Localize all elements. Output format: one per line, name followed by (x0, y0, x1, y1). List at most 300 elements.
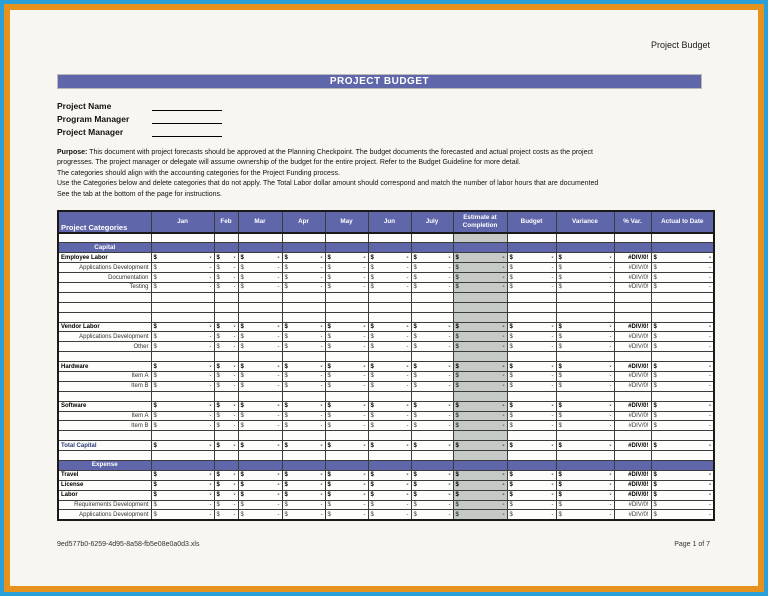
budget-cell (507, 421, 556, 431)
header-actual-to-date: Actual to Date (651, 211, 714, 233)
purpose-line: The categories should align with the accounting categories for the Project Funding process. (57, 169, 340, 177)
table-row (58, 322, 714, 332)
currency-symbol: $ (327, 333, 331, 340)
budget-cell (507, 451, 556, 461)
apr-cell (282, 302, 325, 312)
variance-cell (556, 282, 614, 292)
july-cell (411, 233, 453, 243)
table-row (58, 460, 714, 470)
zero-dash: - (363, 422, 366, 429)
currency-symbol: $ (413, 383, 417, 390)
zero-dash: - (233, 403, 236, 410)
currency-symbol: $ (327, 264, 331, 271)
zero-dash: - (320, 274, 323, 281)
zero-dash: - (448, 333, 451, 340)
zero-dash: - (551, 343, 554, 350)
currency-symbol: $ (370, 482, 374, 489)
zero-dash: - (277, 343, 280, 350)
category-cell: Vendor Labor (58, 322, 151, 332)
may-cell (325, 441, 368, 451)
currency-symbol: $ (370, 403, 374, 410)
zero-dash: - (551, 284, 554, 291)
header-mar: Mar (238, 211, 282, 233)
eac-cell (453, 381, 507, 391)
zero-dash: - (406, 511, 409, 518)
budget-table (57, 210, 715, 521)
variance-cell (556, 500, 614, 510)
currency-symbol: $ (509, 373, 513, 380)
currency-symbol: $ (153, 472, 157, 479)
feb-cell (214, 243, 238, 253)
may-cell (325, 460, 368, 470)
category-cell: Hardware (58, 362, 151, 372)
currency-symbol: $ (370, 422, 374, 429)
zero-dash: - (609, 403, 612, 410)
zero-dash: - (551, 472, 554, 479)
currency-symbol: $ (509, 403, 513, 410)
zero-dash: - (448, 511, 451, 518)
currency-symbol: $ (653, 482, 657, 489)
currency-symbol: $ (653, 472, 657, 479)
zero-dash: - (551, 501, 554, 508)
jun-cell (368, 282, 411, 292)
category-cell: Other (58, 342, 151, 352)
table-row (58, 490, 714, 500)
currency-symbol: $ (558, 403, 562, 410)
category-cell (58, 451, 151, 461)
zero-dash: - (448, 403, 451, 410)
zero-dash: - (320, 373, 323, 380)
currency-symbol: $ (558, 383, 562, 390)
july-cell (411, 490, 453, 500)
currency-symbol: $ (509, 363, 513, 370)
currency-symbol: $ (413, 472, 417, 479)
zero-dash: - (551, 333, 554, 340)
mar-cell (238, 302, 282, 312)
zero-dash: - (233, 412, 236, 419)
mar-cell (238, 273, 282, 283)
jun-cell (368, 273, 411, 283)
zero-dash: - (448, 254, 451, 261)
zero-dash: - (502, 343, 505, 350)
zero-dash: - (609, 383, 612, 390)
category-cell: Expense (58, 460, 151, 470)
currency-symbol: $ (558, 472, 562, 479)
zero-dash: - (502, 254, 505, 261)
jan-cell (151, 322, 214, 332)
zero-dash: - (502, 363, 505, 370)
zero-dash: - (502, 422, 505, 429)
zero-dash: - (320, 472, 323, 479)
jan-cell (151, 451, 214, 461)
eac-cell (453, 322, 507, 332)
currency-symbol: $ (455, 422, 459, 429)
category-cell: Applications Development (58, 263, 151, 273)
mar-cell (238, 352, 282, 362)
actual-cell (651, 480, 714, 490)
actual-cell (651, 322, 714, 332)
currency-symbol: $ (413, 333, 417, 340)
pvar-cell: #DIV/0! (614, 362, 651, 372)
currency-symbol: $ (653, 323, 657, 330)
currency-symbol: $ (153, 323, 157, 330)
budget-cell (507, 233, 556, 243)
purpose-label: Purpose: (57, 149, 88, 156)
feb-cell (214, 352, 238, 362)
may-cell (325, 401, 368, 411)
category-cell: Employee Labor (58, 253, 151, 263)
currency-symbol: $ (509, 333, 513, 340)
variance-cell (556, 312, 614, 322)
zero-dash: - (209, 363, 212, 370)
apr-cell (282, 371, 325, 381)
variance-cell (556, 362, 614, 372)
apr-cell (282, 500, 325, 510)
zero-dash: - (448, 472, 451, 479)
pvar-cell: #DIV/0! (614, 411, 651, 421)
eac-cell (453, 451, 507, 461)
mar-cell (238, 451, 282, 461)
currency-symbol: $ (216, 343, 220, 350)
currency-symbol: $ (327, 501, 331, 508)
zero-dash: - (320, 492, 323, 499)
july-cell (411, 312, 453, 322)
feb-cell (214, 282, 238, 292)
jan-cell (151, 490, 214, 500)
mar-cell (238, 431, 282, 441)
variance-cell (556, 510, 614, 520)
mar-cell (238, 480, 282, 490)
jan-cell (151, 470, 214, 480)
zero-dash: - (320, 511, 323, 518)
eac-cell (453, 273, 507, 283)
category-cell (58, 391, 151, 401)
currency-symbol: $ (558, 422, 562, 429)
jun-cell (368, 263, 411, 273)
zero-dash: - (320, 254, 323, 261)
currency-symbol: $ (284, 442, 288, 449)
eac-cell (453, 490, 507, 500)
currency-symbol: $ (240, 264, 244, 271)
zero-dash: - (448, 422, 451, 429)
eac-cell (453, 401, 507, 411)
zero-dash: - (363, 284, 366, 291)
zero-dash: - (448, 274, 451, 281)
currency-symbol: $ (653, 254, 657, 261)
currency-symbol: $ (558, 284, 562, 291)
form-row-project-manager (57, 124, 222, 137)
currency-symbol: $ (327, 482, 331, 489)
table-row (58, 451, 714, 461)
zero-dash: - (320, 412, 323, 419)
currency-symbol: $ (284, 254, 288, 261)
zero-dash: - (709, 254, 711, 261)
zero-dash: - (551, 323, 554, 330)
zero-dash: - (209, 343, 212, 350)
may-cell (325, 480, 368, 490)
zero-dash: - (502, 482, 505, 489)
may-cell (325, 302, 368, 312)
zero-dash: - (320, 323, 323, 330)
jun-cell (368, 500, 411, 510)
header-feb: Feb (214, 211, 238, 233)
table-row (58, 302, 714, 312)
currency-symbol: $ (240, 442, 244, 449)
category-cell: Applications Development (58, 510, 151, 520)
currency-symbol: $ (653, 284, 657, 291)
jun-cell (368, 243, 411, 253)
zero-dash: - (233, 323, 236, 330)
pvar-cell (614, 352, 651, 362)
header-estimate-at-completion: Estimate at Completion (453, 211, 507, 233)
may-cell (325, 411, 368, 421)
apr-cell (282, 292, 325, 302)
may-cell (325, 421, 368, 431)
may-cell (325, 362, 368, 372)
apr-cell (282, 332, 325, 342)
variance-cell (556, 441, 614, 451)
mar-cell (238, 292, 282, 302)
variance-cell (556, 322, 614, 332)
currency-symbol: $ (558, 412, 562, 419)
pvar-cell (614, 391, 651, 401)
may-cell (325, 233, 368, 243)
zero-dash: - (406, 264, 409, 271)
zero-dash: - (363, 323, 366, 330)
project-name-label: Project Name (57, 101, 112, 111)
currency-symbol: $ (558, 323, 562, 330)
currency-symbol: $ (413, 492, 417, 499)
variance-cell (556, 401, 614, 411)
currency-symbol: $ (284, 274, 288, 281)
category-cell: Applications Development (58, 332, 151, 342)
apr-cell (282, 470, 325, 480)
currency-symbol: $ (240, 422, 244, 429)
zero-dash: - (709, 501, 711, 508)
zero-dash: - (551, 274, 554, 281)
july-cell (411, 451, 453, 461)
currency-symbol: $ (455, 373, 459, 380)
zero-dash: - (277, 274, 280, 281)
variance-cell (556, 352, 614, 362)
pvar-cell (614, 302, 651, 312)
zero-dash: - (209, 383, 212, 390)
actual-cell (651, 342, 714, 352)
jan-cell (151, 243, 214, 253)
currency-symbol: $ (413, 412, 417, 419)
currency-symbol: $ (284, 511, 288, 518)
may-cell (325, 352, 368, 362)
currency-symbol: $ (240, 254, 244, 261)
zero-dash: - (709, 264, 711, 271)
zero-dash: - (320, 343, 323, 350)
feb-cell (214, 263, 238, 273)
mar-cell (238, 233, 282, 243)
zero-dash: - (551, 422, 554, 429)
banner-title: PROJECT BUDGET (329, 76, 430, 87)
currency-symbol: $ (558, 482, 562, 489)
form-row-program-manager (57, 111, 222, 124)
jan-cell (151, 292, 214, 302)
apr-cell (282, 441, 325, 451)
zero-dash: - (406, 323, 409, 330)
zero-dash: - (502, 274, 505, 281)
apr-cell (282, 233, 325, 243)
july-cell (411, 263, 453, 273)
currency-symbol: $ (284, 412, 288, 419)
budget-cell (507, 401, 556, 411)
currency-symbol: $ (327, 492, 331, 499)
actual-cell (651, 263, 714, 273)
jan-cell (151, 460, 214, 470)
zero-dash: - (320, 333, 323, 340)
may-cell (325, 322, 368, 332)
currency-symbol: $ (370, 383, 374, 390)
pvar-cell (614, 460, 651, 470)
header-apr: Apr (282, 211, 325, 233)
zero-dash: - (363, 254, 366, 261)
zero-dash: - (320, 363, 323, 370)
apr-cell (282, 273, 325, 283)
actual-cell (651, 470, 714, 480)
currency-symbol: $ (216, 511, 220, 518)
feb-cell (214, 401, 238, 411)
header-variance: Variance (556, 211, 614, 233)
currency-symbol: $ (455, 333, 459, 340)
pvar-cell: #DIV/0! (614, 401, 651, 411)
jan-cell (151, 362, 214, 372)
feb-cell (214, 460, 238, 470)
budget-cell (507, 273, 556, 283)
currency-symbol: $ (455, 501, 459, 508)
table-row (58, 510, 714, 520)
jun-cell (368, 352, 411, 362)
actual-cell (651, 510, 714, 520)
project-name-field (152, 101, 222, 111)
pvar-cell: #DIV/0! (614, 371, 651, 381)
project-budget-banner (57, 74, 702, 89)
currency-symbol: $ (153, 284, 157, 291)
jan-cell (151, 263, 214, 273)
footer-filename: 9ed577b0-6259-4d95-8a58-fb5e08e0a0d3.xls (57, 541, 200, 548)
zero-dash: - (320, 284, 323, 291)
zero-dash: - (406, 383, 409, 390)
zero-dash: - (363, 412, 366, 419)
variance-cell (556, 302, 614, 312)
mar-cell (238, 342, 282, 352)
zero-dash: - (363, 373, 366, 380)
currency-symbol: $ (284, 363, 288, 370)
currency-symbol: $ (240, 383, 244, 390)
currency-symbol: $ (509, 501, 513, 508)
currency-symbol: $ (455, 412, 459, 419)
may-cell (325, 490, 368, 500)
currency-symbol: $ (413, 284, 417, 291)
currency-symbol: $ (509, 482, 513, 489)
may-cell (325, 273, 368, 283)
currency-symbol: $ (216, 403, 220, 410)
pvar-cell: #DIV/0! (614, 510, 651, 520)
zero-dash: - (363, 492, 366, 499)
budget-cell (507, 470, 556, 480)
mar-cell (238, 253, 282, 263)
zero-dash: - (363, 511, 366, 518)
currency-symbol: $ (284, 383, 288, 390)
currency-symbol: $ (216, 482, 220, 489)
zero-dash: - (320, 264, 323, 271)
jan-cell (151, 441, 214, 451)
zero-dash: - (609, 511, 612, 518)
currency-symbol: $ (216, 383, 220, 390)
pvar-cell: #DIV/0! (614, 273, 651, 283)
zero-dash: - (448, 442, 451, 449)
currency-symbol: $ (370, 284, 374, 291)
currency-symbol: $ (558, 254, 562, 261)
zero-dash: - (448, 492, 451, 499)
table-row (58, 391, 714, 401)
zero-dash: - (363, 333, 366, 340)
budget-cell (507, 460, 556, 470)
may-cell (325, 312, 368, 322)
zero-dash: - (233, 264, 236, 271)
zero-dash: - (406, 422, 409, 429)
project-manager-label: Project Manager (57, 127, 124, 137)
currency-symbol: $ (153, 422, 157, 429)
currency-symbol: $ (327, 383, 331, 390)
mar-cell (238, 490, 282, 500)
zero-dash: - (233, 383, 236, 390)
jun-cell (368, 312, 411, 322)
currency-symbol: $ (240, 284, 244, 291)
july-cell (411, 292, 453, 302)
pvar-cell (614, 292, 651, 302)
category-cell: Labor (58, 490, 151, 500)
mar-cell (238, 510, 282, 520)
currency-symbol: $ (558, 343, 562, 350)
zero-dash: - (709, 492, 711, 499)
jun-cell (368, 362, 411, 372)
july-cell (411, 282, 453, 292)
footer-page-number: Page 1 of 7 (674, 541, 710, 548)
table-row (58, 470, 714, 480)
currency-symbol: $ (370, 343, 374, 350)
eac-cell (453, 480, 507, 490)
zero-dash: - (406, 492, 409, 499)
zero-dash: - (502, 442, 505, 449)
july-cell (411, 332, 453, 342)
currency-symbol: $ (558, 333, 562, 340)
actual-cell (651, 391, 714, 401)
currency-symbol: $ (509, 323, 513, 330)
currency-symbol: $ (653, 412, 657, 419)
currency-symbol: $ (370, 254, 374, 261)
currency-symbol: $ (455, 254, 459, 261)
jun-cell (368, 460, 411, 470)
currency-symbol: $ (153, 442, 157, 449)
zero-dash: - (609, 472, 612, 479)
actual-cell (651, 273, 714, 283)
budget-cell (507, 263, 556, 273)
currency-symbol: $ (216, 442, 220, 449)
zero-dash: - (502, 333, 505, 340)
zero-dash: - (209, 442, 212, 449)
actual-cell (651, 460, 714, 470)
budget-cell (507, 441, 556, 451)
header-jun: Jun (368, 211, 411, 233)
zero-dash: - (502, 472, 505, 479)
actual-cell (651, 302, 714, 312)
zero-dash: - (209, 274, 212, 281)
